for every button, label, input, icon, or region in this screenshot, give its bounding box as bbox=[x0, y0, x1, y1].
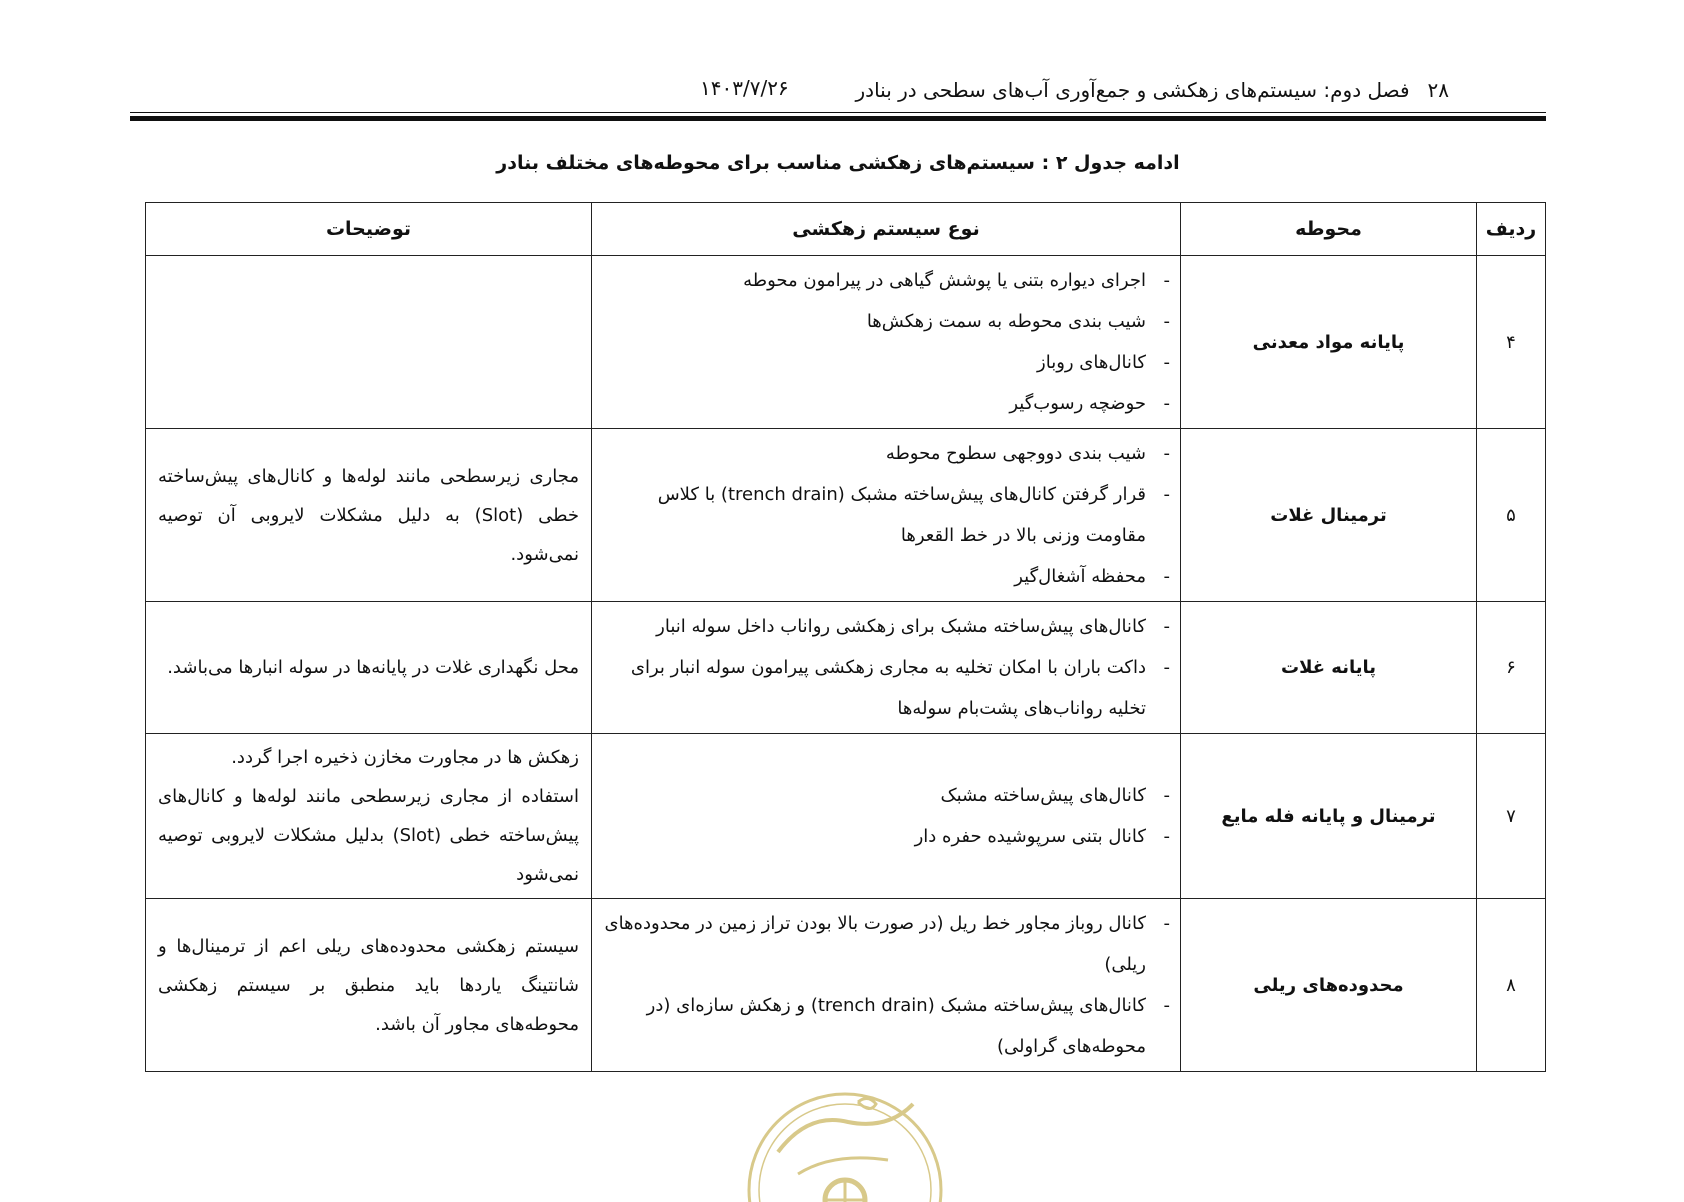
row-desc bbox=[146, 429, 592, 602]
desc-text: مجاری زیرسطحی مانند لوله‌ها و کانال‌های پیش‌ساخته خطی (Slot) به دلیل مشکلات لایروبی آن توصیه نمی‌شود. bbox=[158, 465, 579, 565]
table-body bbox=[146, 256, 1546, 1072]
drainage-table bbox=[145, 202, 1546, 1072]
row-desc bbox=[146, 899, 592, 1072]
desc-text: سیستم زهکشی محدوده‌های ریلی اعم از ترمینال‌ها و شانتینگ یاردها باید منطبق بر سیستم زهکشی محوطه‌های مجاور آن باشد. bbox=[158, 935, 579, 1035]
header-date: ۱۴۰۳/۷/۲۶ bbox=[700, 76, 789, 100]
system-item: - محفظه آشغال‌گیر bbox=[604, 556, 1146, 597]
desc-text: استفاده از مجاری زیرسطحی مانند لوله‌ها و کانال‌های پیش‌ساخته خطی (Slot) بدلیل مشکلات لایروبی توصیه نمی‌شود bbox=[158, 786, 580, 885]
desc-text: محل نگهداری غلات در پایانه‌ها در سوله انبارها می‌باشد. bbox=[167, 657, 579, 678]
system-item: - کانال بتنی سرپوشیده حفره دار bbox=[604, 816, 1146, 857]
row-systems bbox=[592, 429, 1181, 602]
row-area: پایانه مواد معدنی bbox=[1181, 256, 1477, 429]
row-systems bbox=[592, 256, 1181, 429]
row-area: پایانه غلات bbox=[1181, 602, 1477, 734]
header-area: محوطه bbox=[1181, 203, 1477, 256]
table-row bbox=[146, 429, 1546, 602]
row-area: ترمینال و پایانه فله مایع bbox=[1181, 734, 1477, 899]
system-item: - کانال‌های پیش‌ساخته مشبک bbox=[604, 775, 1146, 816]
system-item: - کانال روباز مجاور خط ریل (در صورت بالا بودن تراز زمین در محدوده‌های ریلی) bbox=[604, 903, 1146, 985]
running-header bbox=[856, 78, 1449, 102]
company-seal-logo-icon bbox=[738, 1082, 952, 1202]
header-system: نوع سیستم زهکشی bbox=[592, 203, 1181, 256]
system-item: - قرار گرفتن کانال‌های پیش‌ساخته مشبک (trench drain) با کلاس مقاومت وزنی بالا در خط القعرها bbox=[604, 474, 1146, 556]
table-header-row bbox=[146, 203, 1546, 256]
header-no: ردیف bbox=[1477, 203, 1546, 256]
system-item: - اجرای دیواره بتنی یا پوشش گیاهی در پیرامون محوطه bbox=[604, 260, 1146, 301]
row-systems bbox=[592, 734, 1181, 899]
system-item: - کانال‌های پیش‌ساخته مشبک برای زهکشی رواناب داخل سوله انبار bbox=[604, 606, 1146, 647]
header-rule-thin bbox=[130, 112, 1546, 113]
row-systems bbox=[592, 602, 1181, 734]
page-number: ۲۸ bbox=[1427, 78, 1449, 102]
row-systems bbox=[592, 899, 1181, 1072]
row-number: ۵ bbox=[1477, 429, 1546, 602]
system-item: - حوضچه رسوب‌گیر bbox=[604, 383, 1146, 424]
table-row bbox=[146, 256, 1546, 429]
table-caption: ادامه جدول ۲ : سیستم‌های زهکشی مناسب برای محوطه‌های مختلف بنادر bbox=[496, 152, 1180, 174]
chapter-title: فصل دوم: سیستم‌های زهکشی و جمع‌آوری آب‌های سطحی در بنادر bbox=[855, 78, 1410, 102]
table-row bbox=[146, 899, 1546, 1072]
desc-text: زهکش ها در مجاورت مخازن ذخیره اجرا گردد. bbox=[231, 747, 579, 768]
row-desc bbox=[146, 734, 592, 899]
system-item: - شیب بندی دووجهی سطوح محوطه bbox=[604, 433, 1146, 474]
header-rule-thick bbox=[130, 116, 1546, 121]
row-desc bbox=[146, 602, 592, 734]
row-number: ۶ bbox=[1477, 602, 1546, 734]
row-desc bbox=[146, 256, 592, 429]
table-row bbox=[146, 734, 1546, 899]
row-area: ترمینال غلات bbox=[1181, 429, 1477, 602]
system-item: - شیب بندی محوطه به سمت زهکش‌ها bbox=[604, 301, 1146, 342]
header-desc: توضیحات bbox=[146, 203, 592, 256]
system-item: - داکت باران با امکان تخلیه به مجاری زهکشی پیرامون سوله انبار برای تخلیه رواناب‌های پشت‌بام سوله‌ها bbox=[604, 647, 1146, 729]
row-number: ۸ bbox=[1477, 899, 1546, 1072]
system-item: - کانال‌های پیش‌ساخته مشبک (trench drain) و زهکش سازه‌ای (در محوطه‌های گراولی) bbox=[604, 985, 1146, 1067]
table-row bbox=[146, 602, 1546, 734]
row-number: ۴ bbox=[1477, 256, 1546, 429]
row-number: ۷ bbox=[1477, 734, 1546, 899]
system-item: - کانال‌های روباز bbox=[604, 342, 1146, 383]
row-area: محدوده‌های ریلی bbox=[1181, 899, 1477, 1072]
